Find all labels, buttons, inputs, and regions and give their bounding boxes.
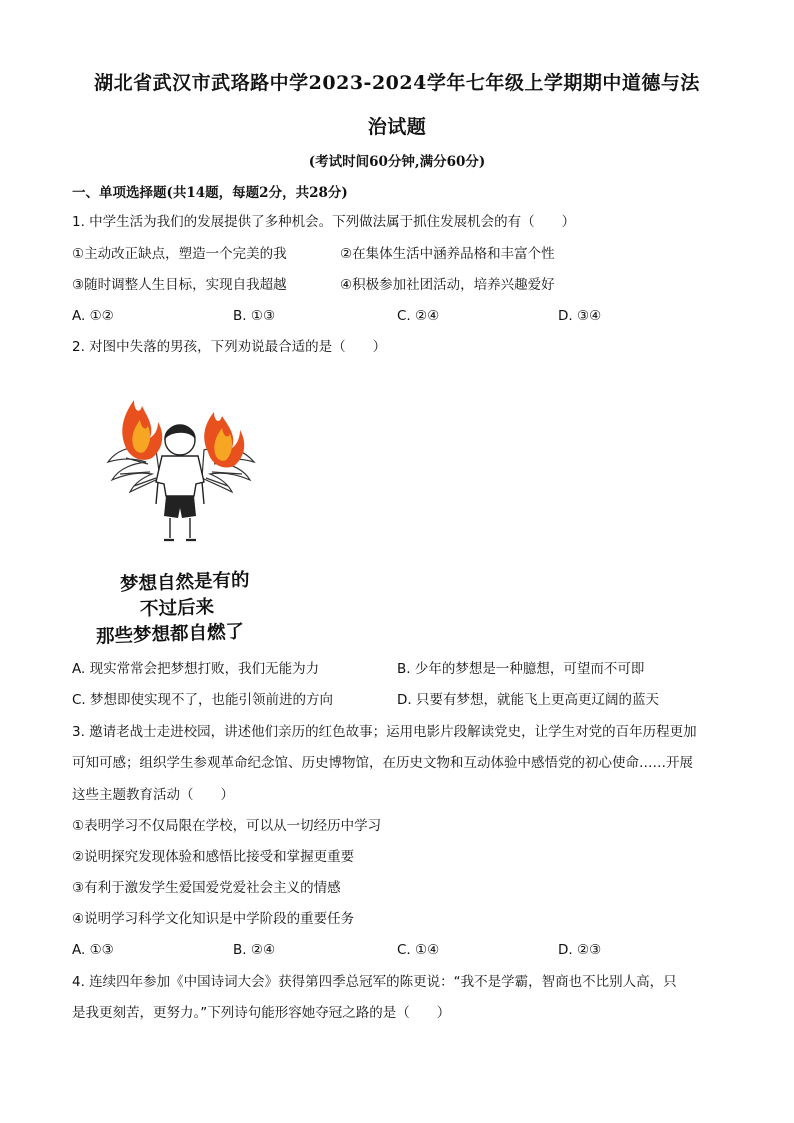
q1-option-a: A. ①② [72,308,114,324]
q3-item-2: ②说明探究发现体验和感悟比接受和掌握更重要 [72,849,355,865]
q4-stem-line2: 是我更刻苦，更努力。”下列诗句能形容她夺冠之路的是（ ） [72,1005,451,1021]
q2-stem: 2. 对图中失落的男孩，下列劝说最合适的是（ ） [72,339,387,355]
q2-caption-line1: 梦想自然是有的 [119,569,250,596]
burning-wings-boy-drawing [96,378,272,566]
boy-head-icon [165,425,195,455]
q1-item-1: ①主动改正缺点，塑造一个完美的我 [72,246,287,262]
q1-item-2: ②在集体生活中涵养品格和丰富个性 [340,246,555,262]
q2-option-b: B. 少年的梦想是一种臆想，可望而不可即 [397,661,645,677]
boy-shirt-icon [156,456,204,496]
q2-option-d: D. 只要有梦想，就能飞上更高更辽阔的蓝天 [397,692,659,708]
exam-title-line1: 湖北省武汉市武珞路中学2023-2024学年七年级上学期期中道德与法 [94,72,700,94]
exam-info: (考试时间60分钟,满分60分) [308,154,486,170]
q3-option-a: A. ①③ [72,942,114,958]
q1-option-b: B. ①③ [233,308,276,324]
boy-shorts-icon [164,496,196,518]
q3-item-1: ①表明学习不仅局限在学校，可以从一切经历中学习 [72,818,382,834]
q4-stem-line1: 4. 连续四年参加《中国诗词大会》获得第四季总冠军的陈更说：“我不是学霸，智商也不比别人高，只 [72,974,677,990]
q3-option-c: C. ①④ [397,942,440,958]
exam-title-line2: 治试题 [367,116,427,138]
q3-item-3: ③有利于激发学生爱国爱党爱社会主义的情感 [72,880,341,896]
q3-item-4: ④说明学习科学文化知识是中学阶段的重要任务 [72,911,355,927]
q2-option-c: C. 梦想即使实现不了，也能引领前进的方向 [72,692,334,708]
q3-option-d: D. ②③ [558,942,602,958]
q1-item-3: ③随时调整人生目标，实现自我超越 [72,277,287,293]
q2-illustration [96,378,272,646]
q1-item-4: ④积极参加社团活动，培养兴趣爱好 [340,277,555,293]
q3-stem-line3: 这些主题教育活动（ ） [72,787,234,803]
q3-option-b: B. ②④ [233,942,276,958]
boy-legs-icon [170,518,190,538]
q1-stem: 1. 中学生活为我们的发展提供了多种机会。下列做法属于抓住发展机会的有（ ） [72,214,576,230]
q2-caption-line2: 不过后来 [139,596,215,621]
q1-option-c: C. ②④ [397,308,440,324]
q3-stem-line1: 3. 邀请老战士走进校园，讲述他们亲历的红色故事；运用电影片段解读党史，让学生对党的百年历程更加 [72,724,697,740]
q3-stem-line2: 可知可感；组织学生参观革命纪念馆、历史博物馆，在历史文物和互动体验中感悟党的初心使命……开展 [72,755,693,771]
q1-option-d: D. ③④ [558,308,602,324]
q2-caption-line3: 那些梦想都自燃了 [95,621,245,648]
q2-option-a: A. 现实常常会把梦想打败，我们无能为力 [72,661,320,677]
left-flame-icon [122,400,162,460]
section-heading: 一、单项选择题(共14题，每题2分，共28分) [72,185,348,201]
